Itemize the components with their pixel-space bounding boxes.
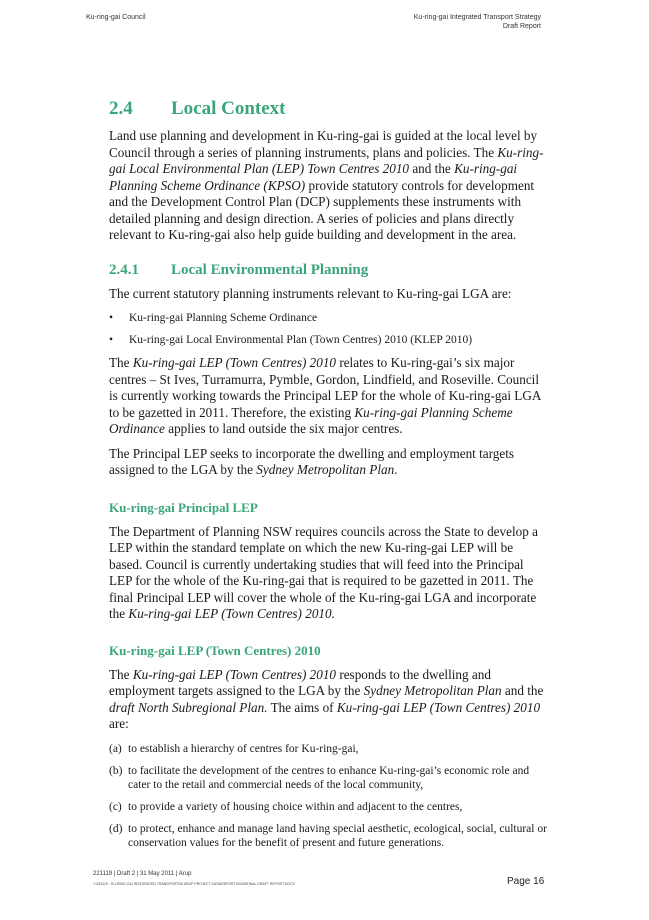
text-run: The aims of xyxy=(267,699,337,715)
instrument-list xyxy=(109,311,549,347)
italic-title: Ku-ring-gai Planning Scheme Ordinance xyxy=(109,404,513,436)
italic-title: Ku-ring-gai LEP (Town Centres) 2010. xyxy=(128,606,335,621)
italic-title: Ku-ring-gai Planning Scheme Ordinance (KPSO) xyxy=(109,161,518,193)
list-item xyxy=(109,800,549,814)
header-organization: Ku-ring-gai Council xyxy=(86,14,146,21)
principal-lep-paragraph xyxy=(109,524,549,623)
header-report-status: Draft Report xyxy=(502,22,541,30)
section-heading xyxy=(109,98,549,120)
section-number: 2.4 xyxy=(109,98,133,119)
aims-list xyxy=(109,742,549,850)
town-centres-heading: Ku-ring-gai LEP (Town Centres) 2010 xyxy=(109,642,321,658)
list-label: (c) xyxy=(109,800,122,813)
text-run: The xyxy=(109,666,133,682)
subsection-heading xyxy=(109,262,549,279)
italic-title: draft North Subregional Plan. xyxy=(109,699,268,715)
list-item: • Ku-ring-gai Local Environmental Plan (Town Centres) 2010 (KLEP 2010) xyxy=(109,333,549,347)
subsection-number: 2.4.1 xyxy=(109,261,139,278)
document-body xyxy=(109,98,549,858)
header-report-name: Ku-ring-gai Integrated Transport Strategy xyxy=(413,14,541,21)
italic-title: Sydney Metropolitan Plan xyxy=(363,683,502,698)
list-text: to protect, enhance and manage land having special aesthetic, ecological, social, cultural or conservation values for the benefit of present and future generations. xyxy=(128,822,547,849)
page-number: Page 16 xyxy=(507,876,545,887)
italic-title: Ku-ring-gai Local Environmental Plan (LEP) Town Centres 2010 xyxy=(109,144,544,176)
list-item xyxy=(109,822,549,850)
section-title: Local Context xyxy=(171,98,286,119)
italic-title: Ku-ring-gai LEP (Town Centres) 2010 xyxy=(336,699,541,715)
text-run: responds to the dwelling and employment targets assigned to the LGA by the xyxy=(109,666,491,698)
subsection-title: Local Environmental Planning xyxy=(171,261,369,278)
italic-title: Sydney Metropolitan Plan xyxy=(256,462,395,477)
text-run: The xyxy=(109,355,133,370)
section-intro-paragraph xyxy=(109,128,549,244)
text-run: The Principal LEP seeks to incorporate the dwelling and employment targets assigned to the LGA by the xyxy=(109,445,515,477)
text-run: . xyxy=(394,462,398,477)
list-text: to establish a hierarchy of centres for Ku-ring-gai, xyxy=(128,742,359,755)
text-run: The Department of Planning NSW requires councils across the State to develop a LEP within the standard template on which the new Ku-ring-gai LEP will be based. Council is currently undertaking studies that will feed into the Principal LEP for the whole of the Ku-ring-gai that is required to be gazetted in 2011. The final Principal LEP will cover the whole of the Ku-ring-gai LGA and incorporate the xyxy=(109,523,538,621)
footer-file-path: J:\221119 - KU-RING-GAI INTEGRATED TRANSPORT\05 ARUP PROJECT DATA\REPORTS\0006FINAL DRAFT REPORT.DOCX xyxy=(93,882,295,886)
principal-lep-targets-paragraph xyxy=(109,446,549,479)
list-item xyxy=(109,764,549,792)
text-run: Land use planning and development in Ku-ring-gai is guided at the local level by Council through a series of planning instruments, plans and policies. The xyxy=(109,128,538,160)
subsection-lead: The current statutory planning instruments relevant to Ku-ring-gai LGA are: xyxy=(109,285,512,301)
list-label: (d) xyxy=(109,822,123,835)
text-run: and the xyxy=(501,683,544,698)
footer-document-info: 221119 | Draft 2 | 31 May 2011 | Arup xyxy=(93,871,192,877)
list-item xyxy=(109,742,549,756)
town-centres-paragraph xyxy=(109,667,549,733)
list-item: • Ku-ring-gai Planning Scheme Ordinance xyxy=(109,311,549,325)
text-run: and the xyxy=(409,161,455,176)
text-run: are: xyxy=(109,716,129,731)
header-report-title xyxy=(395,14,541,31)
italic-title: Ku-ring-gai LEP (Town Centres) 2010 xyxy=(132,666,337,682)
principal-lep-heading: Ku-ring-gai Principal LEP xyxy=(109,499,258,515)
italic-title: Ku-ring-gai LEP (Town Centres) 2010 xyxy=(132,355,337,370)
text-run: applies to land outside the six major centres. xyxy=(164,421,403,436)
text-run: relates to Ku-ring-gai’s six major centres – St Ives, Turramurra, Pymble, Gordon, Lindfield, and Roseville. Council is currently working towards the Principal LEP for the whole of Ku-ring-gai LGA to be gazetted in 2011. Therefore, the existing xyxy=(109,355,541,420)
list-text: to facilitate the development of the centres to enhance Ku-ring-gai’s economic role and cater to the retail and commercial needs of the local community, xyxy=(128,764,530,791)
list-text: to provide a variety of housing choice within and adjacent to the centres, xyxy=(128,800,463,813)
list-label: (a) xyxy=(109,742,122,755)
text-run: provide statutory controls for development and the Development Control Plan (DCP) supplements these instruments with detailed planning and design direction. A series of policies and plans directly relevant to Ku-ring-gai also help guide building and development in the area. xyxy=(109,177,535,242)
town-centres-relation-paragraph xyxy=(109,355,549,438)
list-label: (b) xyxy=(109,764,123,777)
